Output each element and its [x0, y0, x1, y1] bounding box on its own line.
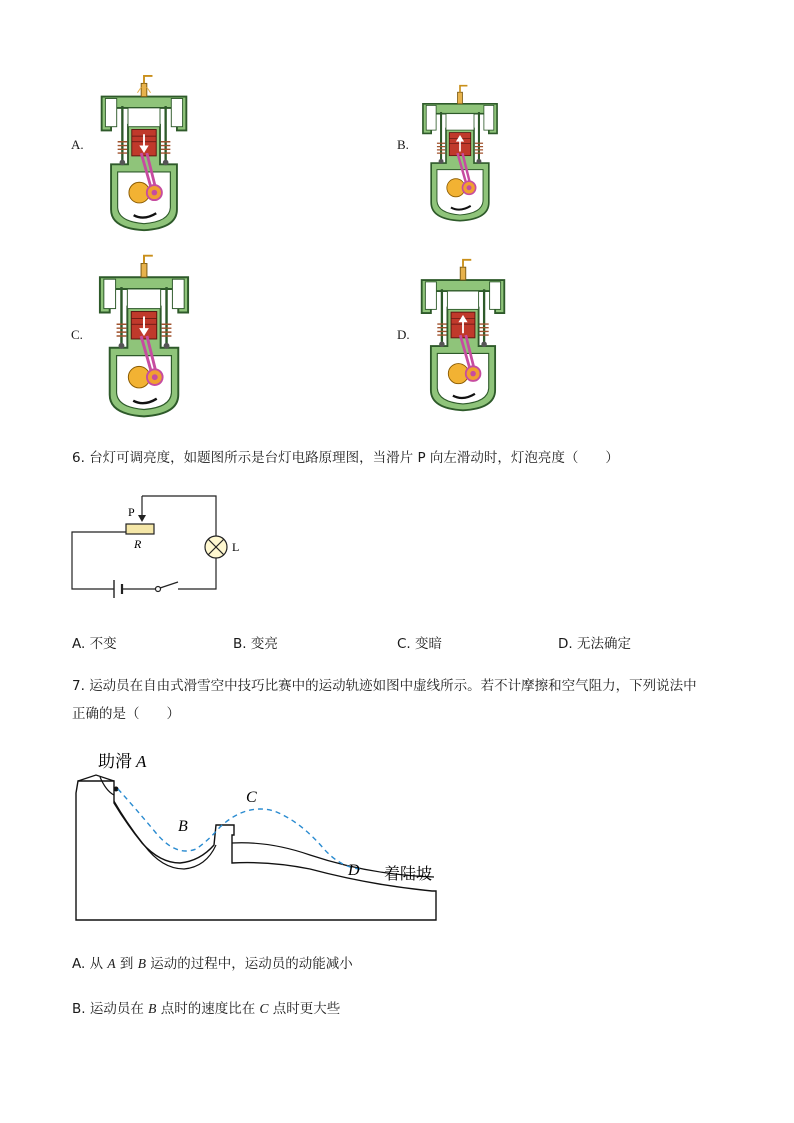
- q7-option-b-pre: 运动员在: [89, 1001, 149, 1017]
- q7-option-b-point2: C: [259, 1001, 269, 1016]
- q6-option-b-text: 变亮: [250, 636, 278, 652]
- q6-text: 台灯可调亮度，如题图所示是台灯电路原理图，当滑片 P 向左滑动时，灯泡亮度（ ）: [89, 450, 619, 466]
- resistor-label: R: [134, 537, 142, 551]
- label-point-d: D: [348, 862, 360, 879]
- q7-text-line2: 正确的是（ ）: [72, 706, 180, 722]
- q7-option-a-point1: A: [107, 956, 116, 971]
- q5-option-a-engine: [96, 74, 192, 234]
- q5-option-c-letter: C.: [71, 327, 83, 342]
- q7-option-a-post: 运动的过程中，运动员的动能减小: [145, 956, 353, 972]
- q7-option-a-pre: 从: [89, 956, 108, 972]
- q7-number: 7.: [72, 678, 85, 694]
- label-point-b: B: [178, 818, 188, 835]
- q5-option-b-engine: [418, 84, 502, 224]
- q7-option-a-point2: B: [137, 956, 146, 971]
- q7-question: [72, 676, 732, 724]
- label-start: 助滑: [98, 752, 132, 771]
- q6-option-b-letter: B.: [233, 636, 247, 652]
- label-point-a: A: [136, 752, 147, 771]
- q6-number: 6.: [72, 450, 85, 466]
- switch-symbol: [156, 587, 161, 592]
- q7-option-b-post: 点时更大些: [268, 1001, 341, 1017]
- q6-option-a-letter: A.: [72, 636, 86, 652]
- q7-option-b-mid: 点时的速度比在: [156, 1001, 260, 1017]
- q6-option-a-text: 不变: [89, 636, 117, 652]
- q6-option-c[interactable]: [397, 632, 442, 652]
- label-point-c: C: [246, 789, 257, 806]
- q6-option-b[interactable]: [233, 632, 278, 652]
- q6-option-c-letter: C.: [397, 636, 411, 652]
- slider-label: P: [128, 505, 135, 519]
- q5-option-d-letter: D.: [397, 327, 410, 342]
- label-landing: 着陆坡: [384, 866, 433, 883]
- q5-option-d-engine: [418, 258, 508, 414]
- q7-text-line1: 运动员在自由式滑雪空中技巧比赛中的运动轨迹如图中虚线所示。若不计摩擦和空气阻力，下列说法中: [89, 678, 697, 694]
- q6-circuit-diagram: [66, 490, 256, 610]
- q6-option-d[interactable]: [558, 632, 631, 652]
- q6-question: [72, 448, 619, 468]
- q6-option-a[interactable]: [72, 632, 117, 652]
- q5-option-b-letter: B.: [397, 137, 409, 152]
- q7-option-b-letter: B.: [72, 1001, 86, 1017]
- rheostat-resistor: [126, 524, 154, 534]
- q7-ski-figure: [70, 745, 450, 929]
- q7-option-a[interactable]: [72, 952, 353, 972]
- q6-option-c-text: 变暗: [415, 636, 443, 652]
- lamp-label: L: [232, 540, 240, 554]
- q5-option-a-letter: A.: [71, 137, 84, 152]
- q7-option-a-letter: A.: [72, 956, 86, 972]
- q5-option-c-engine: [96, 252, 192, 422]
- q6-option-d-letter: D.: [558, 636, 573, 652]
- q7-option-b-point1: B: [148, 1001, 157, 1016]
- q7-option-b[interactable]: [72, 997, 340, 1017]
- q7-option-a-mid: 到: [115, 956, 138, 972]
- q6-option-d-text: 无法确定: [576, 636, 631, 652]
